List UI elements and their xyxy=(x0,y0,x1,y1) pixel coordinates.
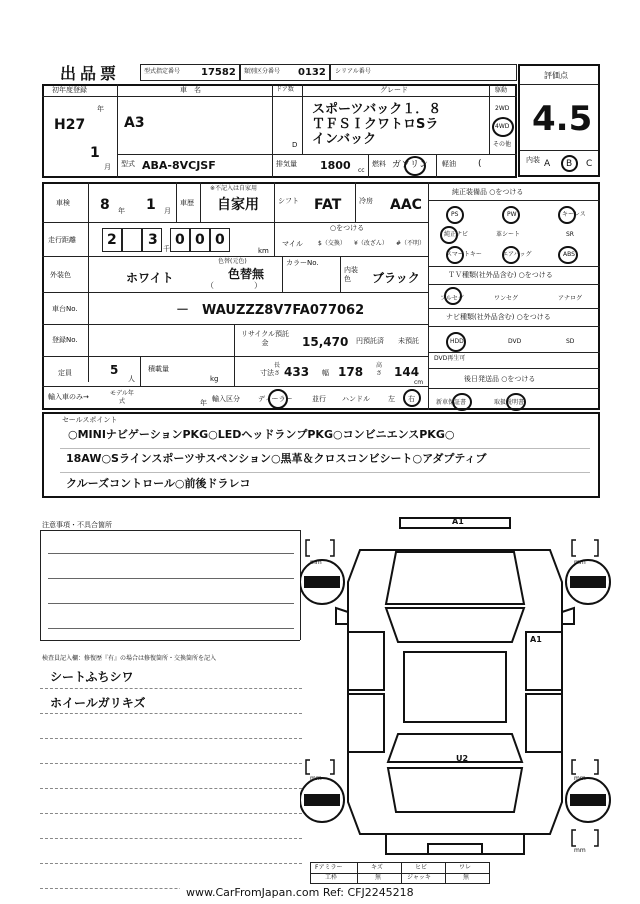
fuel-circle xyxy=(404,156,426,176)
recycle-status-unpaid: 未預託 xyxy=(398,337,419,345)
model-year-unit: 年 xyxy=(200,399,207,407)
fuel-label: 燃料 xyxy=(372,160,386,168)
legend-header-4: ワレ xyxy=(459,864,472,871)
tv-analog: アナログ xyxy=(558,295,583,302)
legend-value-4: 無 xyxy=(463,874,470,881)
mileage-digit-1: 2 xyxy=(107,232,117,248)
interior-grade-circle xyxy=(561,155,578,172)
parallel-label: 並行 xyxy=(312,395,326,403)
page-title: 出品票 xyxy=(60,64,121,83)
recycle-status-paid: 円預託済 xyxy=(356,337,384,345)
mileage-unit: km xyxy=(258,247,269,255)
post-label: 後日発送品 ○をつける xyxy=(464,375,536,383)
first-reg-month: 1 xyxy=(90,145,100,161)
dvd-label: DVD再生可 xyxy=(434,355,466,362)
load-unit: kg xyxy=(210,375,219,383)
genuine-pw-circle xyxy=(502,206,520,224)
interior-grade-c: C xyxy=(586,159,593,169)
category-field xyxy=(240,64,330,81)
grade-value: スポーツバック１．８ ＴＦＳＩクワトロSラ インバック xyxy=(312,102,442,147)
color-no-label: カラーNo. xyxy=(286,259,319,267)
inspector-label: 検査員記入欄：修復歴『有』の場合は修復箇所・交換箇所を記入 xyxy=(42,655,217,662)
model-approval-field xyxy=(140,64,240,81)
serial-field xyxy=(330,64,517,81)
shift-label: シフト xyxy=(278,197,299,205)
tv-fullseg: フルセグ xyxy=(440,295,464,302)
light-oil-label: 軽油 xyxy=(442,160,456,168)
ac-value: AAC xyxy=(390,197,422,213)
drive-circle xyxy=(492,117,514,137)
doors-label: ドア数 xyxy=(276,86,294,93)
width-label: 幅 xyxy=(322,369,329,377)
year-unit: 年 xyxy=(97,105,104,113)
interior-color-label: 内装色 xyxy=(344,266,358,283)
mm-label-3: mm xyxy=(310,775,322,782)
displacement: 1800 xyxy=(320,159,351,172)
fuel-value: ガソリン xyxy=(392,160,429,170)
mileage-label: 走行距離 xyxy=(48,236,76,244)
tv-oneseg: ワンセグ xyxy=(494,295,519,302)
legend-table xyxy=(310,862,490,884)
post-manual-circle xyxy=(506,393,526,411)
displacement-label: 排気量 xyxy=(276,160,297,168)
inspection-month: 1 xyxy=(146,197,156,213)
post-warranty: 新車保証書 xyxy=(436,399,467,406)
navi-sd: SD xyxy=(566,338,575,345)
model-code: ABA-8VCJSF xyxy=(142,159,216,172)
car-type-note: ※不記入は自家用 xyxy=(210,185,258,192)
mileage-opt-exchange: $（交換） xyxy=(318,240,346,247)
color-change-value: 色替無 xyxy=(228,267,265,281)
first-reg-year: H27 xyxy=(54,117,86,133)
genuine-smartkey: スマートキー xyxy=(446,251,482,258)
month-unit: 月 xyxy=(104,163,111,171)
mileage-thousand: 千 xyxy=(163,245,170,253)
model-code-label: 型式 xyxy=(121,160,135,168)
score-value: 4.5 xyxy=(532,99,593,139)
legend-header-1: Fアミラー xyxy=(315,864,343,871)
interior-label: 内装 xyxy=(526,156,540,164)
import-type: ディーラー xyxy=(258,395,293,403)
light-oil-paren: ( xyxy=(478,159,482,169)
interior-grade-b: B xyxy=(566,159,573,169)
mm-label-5: mm xyxy=(574,847,586,854)
legend-header-3: ヒビ xyxy=(415,864,428,871)
shift-value: FAT xyxy=(314,197,342,213)
legend-header-2: キズ xyxy=(371,864,383,871)
genuine-airbag-circle xyxy=(502,246,520,264)
genuine-keyless-circle xyxy=(558,206,576,224)
handle-label: ハンドル xyxy=(342,395,370,403)
post-warranty-circle xyxy=(452,393,472,411)
displacement-unit: cc xyxy=(358,167,365,174)
genuine-keyless: キーレス xyxy=(562,211,586,218)
mm-label-4: mm xyxy=(574,775,586,782)
exterior-color-label: 外装色 xyxy=(50,271,71,279)
footer-bar xyxy=(180,884,470,902)
navi-label: ナビ種類(社外品含む) ○をつける xyxy=(446,313,551,321)
genuine-ps-circle xyxy=(446,206,464,224)
left-label: 左 xyxy=(388,395,395,403)
capacity-unit: 人 xyxy=(128,375,135,383)
length-value: 433 xyxy=(284,365,310,379)
sales-line-3: クルーズコントロール○前後ドラレコ xyxy=(66,477,251,490)
car-name: A3 xyxy=(124,115,145,131)
inspection-label: 車検 xyxy=(56,199,70,207)
capacity-value: 5 xyxy=(110,363,119,377)
navi-dvd: DVD xyxy=(508,338,522,345)
inspection-year-unit: 年 xyxy=(118,207,125,215)
genuine-airbag: エアバッグ xyxy=(502,251,532,258)
height-value: 144 xyxy=(394,365,420,379)
damage-mark-rear: U2 xyxy=(456,754,469,763)
genuine-sr: SR xyxy=(566,231,574,238)
mileage-digit-2: 3 xyxy=(148,232,158,248)
mm-label-1: mm xyxy=(310,559,322,566)
mileage-opt-mile: マイル xyxy=(282,240,303,248)
capacity-label: 定員 xyxy=(58,369,72,377)
car-diagram xyxy=(300,512,620,864)
legend-value-2: 無 xyxy=(375,874,382,881)
import-type-label: 輸入区分 xyxy=(212,395,240,403)
sales-line-1: ○MINIナビゲーションPKG○LEDヘッドランプPKG○コンビニエンスPKG○ xyxy=(68,428,455,441)
ac-label: 冷房 xyxy=(359,197,373,205)
genuine-abs-circle xyxy=(558,246,578,264)
genuine-pw: PW xyxy=(507,211,517,218)
color-change-paren: （ ） xyxy=(206,281,262,290)
recycle-value: 15,470 xyxy=(302,335,349,349)
post-manual: 取扱説明書 xyxy=(494,399,525,406)
mileage-digit-6: 0 xyxy=(215,232,225,248)
length-label: 長さ xyxy=(274,362,281,377)
drive-4wd: 4WD xyxy=(495,123,510,130)
mileage-circle-label: ○をつける xyxy=(330,224,365,232)
mileage-opt-unknown: #（不明） xyxy=(396,240,426,247)
doors-unit: D xyxy=(292,141,298,149)
car-type-value: 自家用 xyxy=(217,197,259,213)
inspector-line-1: シートふちシワ xyxy=(50,670,134,684)
mileage-digit-4: 0 xyxy=(175,232,185,248)
serial-label: シリアル番号 xyxy=(335,68,371,75)
import-label: 輸入車のみ→ xyxy=(48,393,89,401)
tv-label: ＴＶ種類(社外品含む) ○をつける xyxy=(448,271,553,279)
navi-hdd: HDD xyxy=(450,338,464,345)
load-label: 積載量 xyxy=(148,365,169,373)
vin-value: － WAUZZZ8V7FA077062 xyxy=(176,303,365,318)
color-change-label: 色替(元色) xyxy=(218,258,247,265)
legend-value-3: ジャッキ xyxy=(407,874,431,881)
score-label: 評価点 xyxy=(544,71,568,80)
legend-value-1: 工枠 xyxy=(325,874,338,881)
model-approval-value: 17582 xyxy=(201,67,236,78)
model-approval-label: 型式指定番号 xyxy=(144,68,181,75)
category-label: 類別区分番号 xyxy=(244,68,281,75)
grade-label: グレード xyxy=(380,86,408,94)
genuine-navi-circle xyxy=(440,226,458,244)
exterior-color: ホワイト xyxy=(126,271,174,285)
score-box xyxy=(518,64,600,177)
model-year-label: モデル年式 xyxy=(110,390,134,405)
mileage-opt-altered: ¥（改ざん） xyxy=(354,240,388,247)
inspection-month-unit: 月 xyxy=(164,207,171,215)
drive-label: 駆動 xyxy=(495,87,508,94)
footer-text: www.CarFromJapan.com Ref: CFJ2245218 xyxy=(186,886,414,899)
import-type-circle xyxy=(268,389,288,409)
genuine-label: 純正装備品 ○をつける xyxy=(452,188,524,196)
drive-other: その他 xyxy=(493,141,512,148)
genuine-smartkey-circle xyxy=(446,246,464,264)
mileage-digit-5: 0 xyxy=(195,232,205,248)
damage-mark-side: A1 xyxy=(530,635,542,644)
car-type-label: 車歴 xyxy=(180,199,194,207)
inspector-line-2: ホイールガリキズ xyxy=(50,696,146,710)
genuine-leather: 革シート xyxy=(496,231,521,238)
mm-label-2: mm xyxy=(574,559,586,566)
sales-line-2: 18AW○Sラインスポーツサスペンション○黒革＆クロスコンビシート○アダプティブ xyxy=(66,452,487,465)
recycle-label: リサイクル預託金 xyxy=(240,330,290,347)
right-label: 右 xyxy=(408,395,415,403)
dims-label: 寸法 xyxy=(260,369,274,377)
vin-label: 車台No. xyxy=(52,305,78,313)
genuine-navi: 純正ナビ xyxy=(444,231,469,238)
damage-mark-bumper: A1 xyxy=(452,517,464,526)
drive-2wd: 2WD xyxy=(495,105,510,112)
car-name-label: 車 名 xyxy=(180,86,201,94)
height-label: 高さ xyxy=(376,362,383,377)
defects-label: 注意事項・不具合箇所 xyxy=(42,521,112,529)
reg-no-label: 登録No. xyxy=(52,336,78,344)
handle-circle xyxy=(403,389,421,407)
interior-color: ブラック xyxy=(372,271,420,285)
inspection-year: 8 xyxy=(100,197,110,213)
sales-points-label: セールスポイント xyxy=(62,416,118,424)
navi-hdd-circle xyxy=(446,332,466,352)
width-value: 178 xyxy=(338,365,364,379)
interior-grade-a: A xyxy=(544,159,551,169)
first-reg-label: 初年度登録 xyxy=(52,86,87,94)
tv-fullseg-circle xyxy=(444,287,462,305)
genuine-ps: PS xyxy=(451,211,459,218)
dim-unit: cm xyxy=(414,379,424,386)
genuine-abs: ABS xyxy=(563,251,575,258)
category-value: 0132 xyxy=(298,67,326,78)
